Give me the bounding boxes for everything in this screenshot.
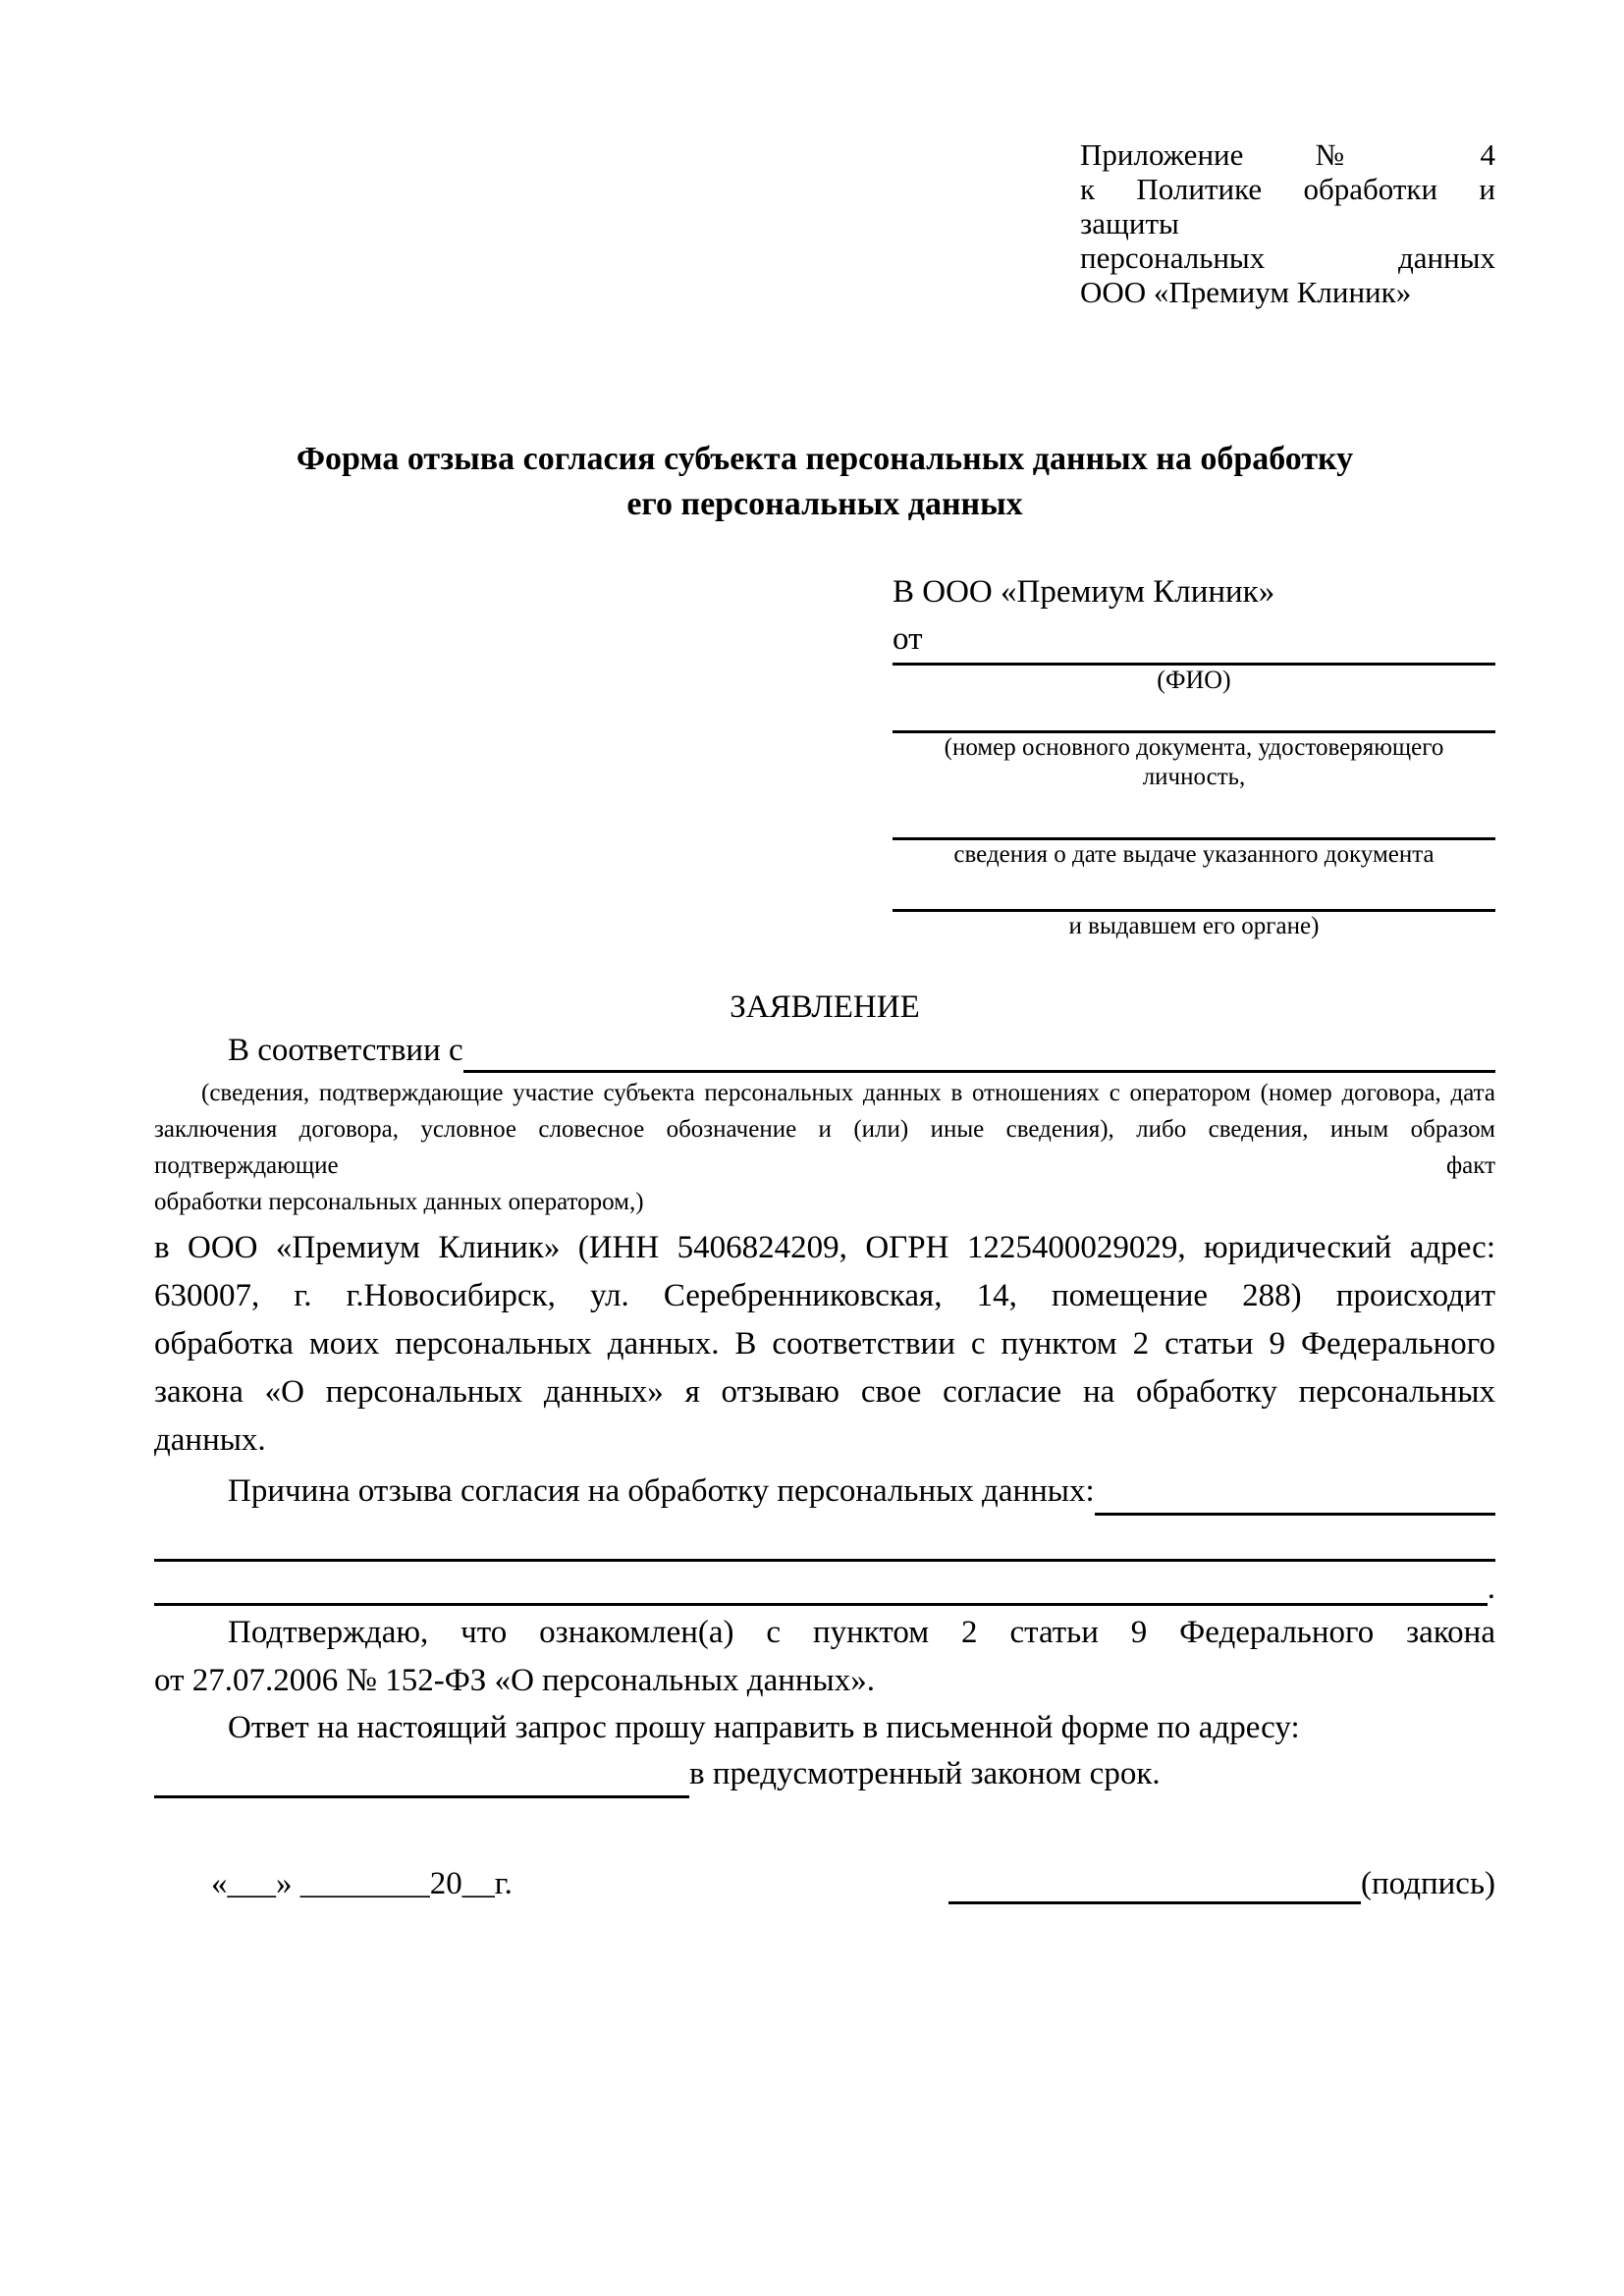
signature-fill-line [948,1896,1361,1904]
reason-continuation-line-2 [154,1562,1495,1606]
reply-request-row [154,1705,1495,1750]
reply-tail: в предусмотренный законом срок. [689,1756,1161,1791]
recipient-from-label: от [893,621,923,657]
doc-number-caption: (номер основного документа, удостоверяющего личность, [944,734,1444,790]
signature-caption: (подпись) [1361,1866,1495,1901]
reason-fill-line [1095,1507,1495,1516]
reason-label: Причина отзыва согласия на обработку персональных данных: [228,1473,1095,1509]
intro-label: В соответствии с [228,1033,463,1068]
fio-caption: (ФИО) [1157,666,1231,694]
date-field: «___» ________20__г. [211,1866,513,1901]
doc-date-caption: сведения о дате выдаче указанного документа [953,841,1435,868]
address-fill-line [154,1789,689,1798]
recipient-to: В ООО «Премиум Клиник» [893,574,1275,610]
reason-fill-line-2 [154,1597,1488,1606]
reason-row [154,1468,1495,1516]
footer-row [154,1863,1495,1904]
reply-request-label: Ответ на настоящий запрос прошу направить в письменной форме по адресу: [228,1710,1300,1745]
statement-body: в ООО «Премиум Клиник» (ИНН 5406824209, ОГРН 1225400029029, юридический адрес: 630007, г. г.Новосибирск, ул. Серебренниковская, 14, помещение 288) происходит обработка моих персональных данных. В соответствии с пунктом 2 статьи 9 Федерального закона «О персональных данных» я отзываю свое согласие на обработку персональных данных. [154,1230,1495,1458]
statement-heading: ЗАЯВЛЕНИЕ [730,989,920,1025]
intro-row [154,1028,1495,1073]
line-end-period: . [1487,1571,1495,1606]
intro-fill-line [463,1064,1495,1073]
signature-block [948,1863,1495,1904]
legal-note: (сведения, подтверждающие участие субъекта персональных данных в отношениях с оператором (номер договора, дата заключения договора, условное словесное обозначение и (или) иные сведения), либо сведения, иным образом подтверждающие факт обработки персональных данных оператором,) [154,1080,1495,1215]
doc-issuer-caption: и выдавшем его органе) [1068,913,1320,939]
header-note: Приложение № 4 к Политике обработки и защиты персональных данных ООО «Премиум Клиник» [1080,137,1495,309]
confirm-paragraph: Подтверждаю, что ознакомлен(а) с пунктом 2 статьи 9 Федерального закона от 27.07.2006 № 152-ФЗ «О персональных данных». [154,1615,1495,1698]
recipient-block [893,572,1495,941]
page-title: Форма отзыва согласия субъекта персональных данных на обработку его персональных данных [296,441,1354,522]
reply-address-row [154,1750,1495,1798]
